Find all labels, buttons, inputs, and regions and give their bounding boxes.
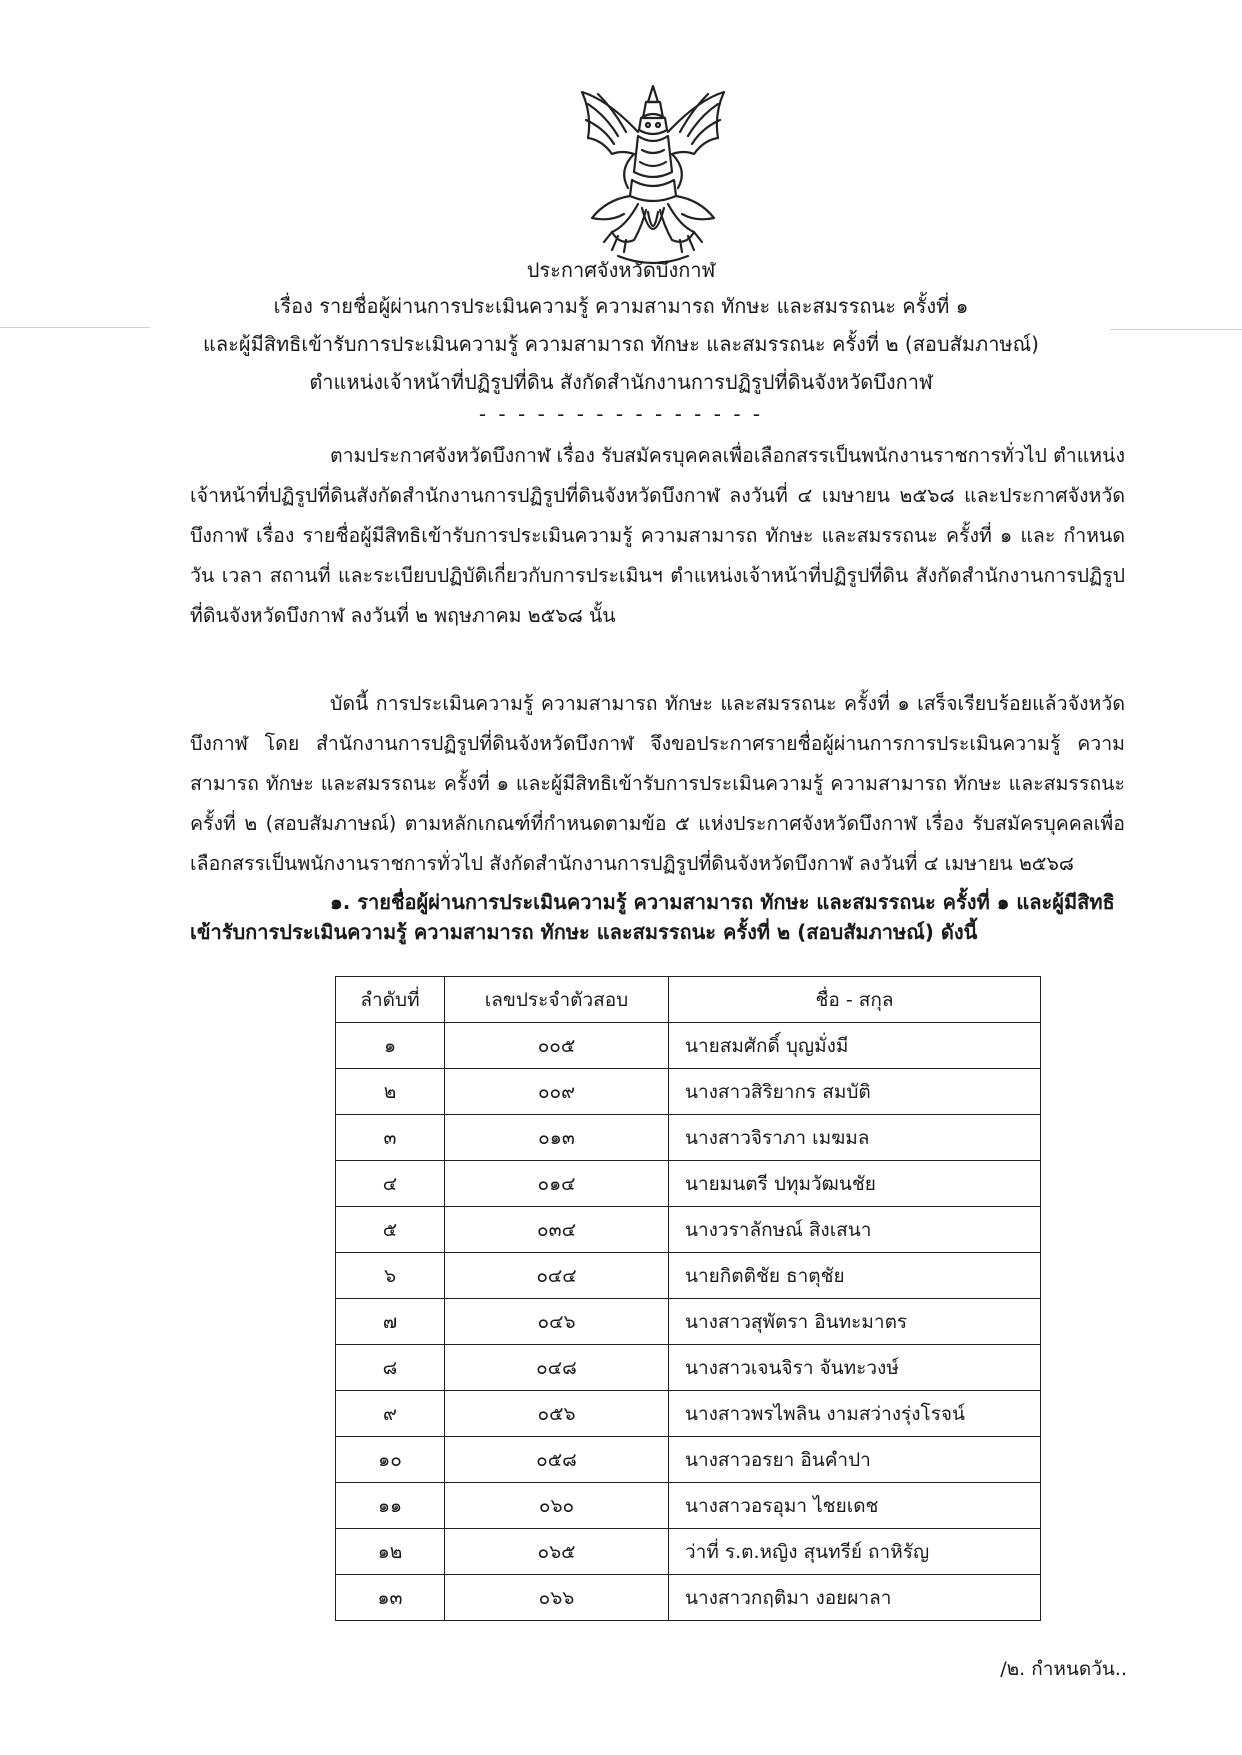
section-1-heading-text: ๑. รายชื่อผู้ผ่านการประเมินความรู้ ความสามารถ ทักษะ และสมรรถนะ ครั้งที่ ๑ และผู้มีสิทธิเข้ารับการประเมินความรู้ ความสามารถ ทักษะ และสมรรถนะ ครั้งที่ ๒ (สอบสัมภาษณ์) ดังนี้ xyxy=(190,890,1115,944)
cell-order: ๑ xyxy=(336,1023,445,1069)
cell-order: ๖ xyxy=(336,1253,445,1299)
subject-line-1: เรื่อง รายชื่อผู้ผ่านการประเมินความรู้ ความสามารถ ทักษะ และสมรรถนะ ครั้งที่ ๑ xyxy=(273,294,969,318)
cell-order: ๗ xyxy=(336,1299,445,1345)
table-row xyxy=(336,1253,1041,1299)
table-row xyxy=(336,1391,1041,1437)
cell-full-name: นางสาวจิราภา เมฆมล xyxy=(669,1115,1041,1161)
cell-order: ๑๑ xyxy=(336,1483,445,1529)
cell-full-name: นางสาวสุพัตรา อินทะมาตร xyxy=(669,1299,1041,1345)
table-row xyxy=(336,1069,1041,1115)
cell-order: ๒ xyxy=(336,1069,445,1115)
cell-exam-id: ๐๔๖ xyxy=(445,1299,669,1345)
cell-exam-id: ๐๕๖ xyxy=(445,1391,669,1437)
cell-full-name: นางสาวสิริยากร สมบัติ xyxy=(669,1069,1041,1115)
body-paragraph-2 xyxy=(190,684,1125,884)
cell-order: ๑๒ xyxy=(336,1529,445,1575)
cell-exam-id: ๐๑๓ xyxy=(445,1115,669,1161)
announcement-title: ประกาศจังหวัดบึงกาฬ xyxy=(526,258,716,282)
cell-full-name: นางสาวอรอุมา ไชยเดช xyxy=(669,1483,1041,1529)
subject-line-3: ตำแหน่งเจ้าหน้าที่ปฏิรูปที่ดิน สังกัดสำนักงานการปฏิรูปที่ดินจังหวัดบึงกาฬ xyxy=(309,370,933,394)
cell-full-name: นายกิตติชัย ธาตุชัย xyxy=(669,1253,1041,1299)
subject-line-2: และผู้มีสิทธิเข้ารับการประเมินความรู้ ความสามารถ ทักษะ และสมรรถนะ ครั้งที่ ๒ (สอบสัมภาษณ์) xyxy=(203,332,1039,356)
continued-marker: /๒. กำหนดวัน.. xyxy=(1000,1658,1127,1680)
cell-exam-id: ๐๔๔ xyxy=(445,1253,669,1299)
cell-full-name: นางสาวเจนจิรา จันทะวงษ์ xyxy=(669,1345,1041,1391)
body-paragraph-1 xyxy=(190,436,1125,636)
garuda-emblem xyxy=(568,80,738,275)
cell-order: ๓ xyxy=(336,1115,445,1161)
table-row xyxy=(336,1115,1041,1161)
cell-exam-id: ๐๖๐ xyxy=(445,1483,669,1529)
cell-exam-id: ๐๕๘ xyxy=(445,1437,669,1483)
table-row xyxy=(336,1529,1041,1575)
cell-full-name: ว่าที่ ร.ต.หญิง สุนทรีย์ ถาหิรัญ xyxy=(669,1529,1041,1575)
table-row xyxy=(336,1161,1041,1207)
cell-full-name: นางสาวกฤติมา งอยผาลา xyxy=(669,1575,1041,1621)
cell-full-name: นางวราลักษณ์ สิงเสนา xyxy=(669,1207,1041,1253)
cell-exam-id: ๐๐๙ xyxy=(445,1069,669,1115)
cell-order: ๘ xyxy=(336,1345,445,1391)
cell-exam-id: ๐๑๔ xyxy=(445,1161,669,1207)
header-divider: - - - - - - - - - - - - - - - xyxy=(478,402,764,426)
cell-exam-id: ๐๖๕ xyxy=(445,1529,669,1575)
cell-full-name: นางสาวพรไพลิน งามสว่างรุ่งโรจน์ xyxy=(669,1391,1041,1437)
candidate-table xyxy=(335,976,1041,1621)
cell-order: ๑๓ xyxy=(336,1575,445,1621)
cell-order: ๔ xyxy=(336,1161,445,1207)
cell-full-name: นายมนตรี ปทุมวัฒนชัย xyxy=(669,1161,1041,1207)
cell-order: ๑๐ xyxy=(336,1437,445,1483)
cell-order: ๕ xyxy=(336,1207,445,1253)
table-row xyxy=(336,1483,1041,1529)
cell-exam-id: ๐๖๖ xyxy=(445,1575,669,1621)
cell-full-name: นายสมศักดิ์ บุญมั่งมี xyxy=(669,1023,1041,1069)
paragraph-1-text: ตามประกาศจังหวัดบึงกาฬ เรื่อง รับสมัครบุคคลเพื่อเลือกสรรเป็นพนักงานราชการทั่วไป ตำแหน่ง เจ้าหน้าที่ปฏิรูปที่ดินสังกัดสำนักงานการปฏิรูปที่ดินจังหวัดบึงกาฬ ลงวันที่ ๔ เมษายน ๒๕๖๘ และประกาศจังหวัดบึงกาฬ เรื่อง รายชื่อผู้มีสิทธิเข้ารับการประเมินความรู้ ความสามารถ ทักษะ และสมรรถนะ ครั้งที่ ๑ และ กำหนดวัน เวลา สถานที่ และระเบียบปฏิบัติเกี่ยวกับการประเมินฯ ตำแหน่งเจ้าหน้าที่ปฏิรูปที่ดิน สังกัดสำนักงานการปฏิรูปที่ดินจังหวัดบึงกาฬ ลงวันที่ ๒ พฤษภาคม ๒๕๖๘ นั้น xyxy=(190,444,1125,627)
column-header-exam-id: เลขประจำตัวสอบ xyxy=(445,977,669,1023)
cell-order: ๙ xyxy=(336,1391,445,1437)
column-header-full-name: ชื่อ - สกุล xyxy=(669,977,1041,1023)
table-row xyxy=(336,1345,1041,1391)
cell-exam-id: ๐๐๕ xyxy=(445,1023,669,1069)
table-row xyxy=(336,1437,1041,1483)
paragraph-2-text: บัดนี้ การประเมินความรู้ ความสามารถ ทักษะ และสมรรถนะ ครั้งที่ ๑ เสร็จเรียบร้อยแล้วจังหวัด บึงกาฬ โดย สำนักงานการปฏิรูปที่ดินจังหวัดบึงกาฬ จึงขอประกาศรายชื่อผู้ผ่านการการประเมินความรู้ ความสามารถ ทักษะ และสมรรถนะ ครั้งที่ ๑ และผู้มีสิทธิเข้ารับการประเมินความรู้ ความสามารถ ทักษะ และสมรรถนะ ครั้งที่ ๒ (สอบสัมภาษณ์) ตามหลักเกณฑ์ที่กำหนดตามข้อ ๕ แห่งประกาศจังหวัดบึงกาฬ เรื่อง รับสมัครบุคคลเพื่อเลือกสรรเป็นพนักงานราชการทั่วไป สังกัดสำนักงานการปฏิรูปที่ดินจังหวัดบึงกาฬ ลงวันที่ ๔ เมษายน ๒๕๖๘ xyxy=(190,692,1125,875)
table-row xyxy=(336,1207,1041,1253)
table-row xyxy=(336,1023,1041,1069)
table-header-row xyxy=(336,977,1041,1023)
cell-exam-id: ๐๔๘ xyxy=(445,1345,669,1391)
table-row xyxy=(336,1575,1041,1621)
table-row xyxy=(336,1299,1041,1345)
cell-exam-id: ๐๓๔ xyxy=(445,1207,669,1253)
column-header-order: ลำดับที่ xyxy=(336,977,445,1023)
cell-full-name: นางสาวอรยา อินคำปา xyxy=(669,1437,1041,1483)
section-1-heading xyxy=(190,887,1130,947)
